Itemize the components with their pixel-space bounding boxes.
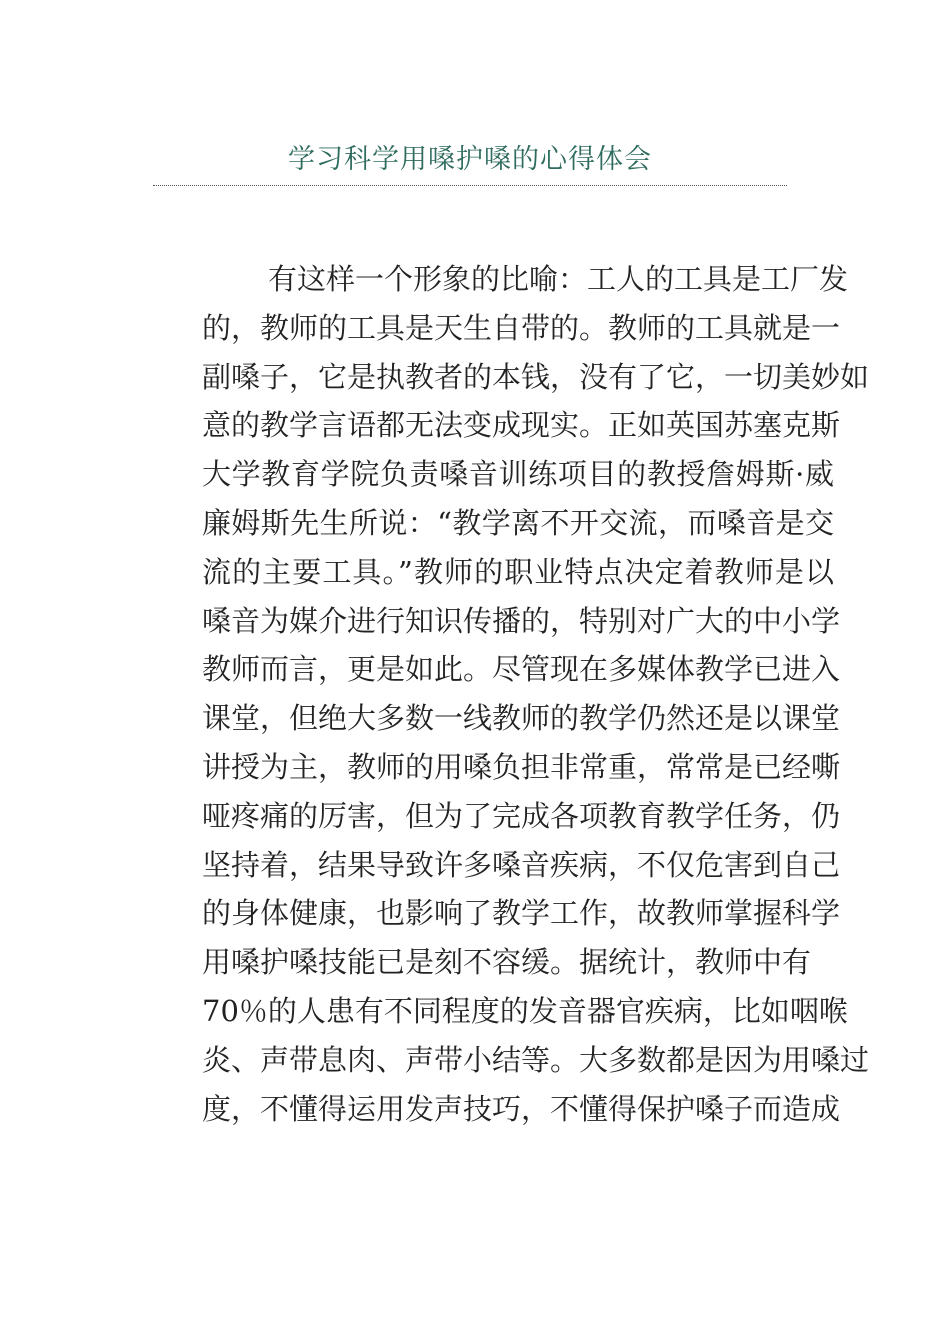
paragraph-line: 炎、声带息肉、声带小结等。大多数都是因为用嗓过 — [202, 1042, 870, 1077]
paragraph-line: 教师而言，更是如此。尽管现在多媒体教学已进入 — [202, 652, 841, 687]
document-title: 学习科学用嗓护嗓的心得体会 — [288, 144, 652, 175]
paragraph-line: 廉姆斯先生所说：“教学离不开交流，而嗓音是交 — [202, 505, 834, 540]
title-divider — [153, 185, 787, 186]
paragraph-line: 副嗓子，它是执教者的本钱，没有了它，一切美妙如 — [202, 359, 870, 394]
paragraph-line: 课堂，但绝大多数一线教师的教学仍然还是以课堂 — [202, 701, 841, 736]
paragraph-line: 用嗓护嗓技能已是刻不容缓。据统计，教师中有 — [202, 945, 812, 980]
paragraph-line: 的身体健康，也影响了教学工作，故教师掌握科学 — [202, 896, 841, 931]
paragraph-line: 坚持着，结果导致许多嗓音疾病，不仅危害到自己 — [202, 847, 841, 882]
paragraph-line: 哑疼痛的厉害，但为了完成各项教育教学任务，仍 — [202, 798, 841, 833]
paragraph-line: 70％的人患有不同程度的发音器官疾病，比如咽喉 — [202, 993, 848, 1028]
body-paragraph — [202, 255, 870, 1133]
paragraph-line: 度，不懂得运用发声技巧，不懂得保护嗓子而造成 — [202, 1091, 841, 1126]
paragraph-line: 的，教师的工具是天生自带的。教师的工具就是一 — [202, 310, 841, 345]
paragraph-line: 流的主要工具。”教师的职业特点决定着教师是以 — [202, 554, 834, 589]
paragraph-line: 讲授为主，教师的用嗓负担非常重，常常是已经嘶 — [202, 749, 841, 784]
paragraph-line: 大学教育学院负责嗓音训练项目的教授詹姆斯·威 — [202, 457, 834, 492]
paragraph-line: 嗓音为媒介进行知识传播的，特别对广大的中小学 — [202, 603, 841, 638]
paragraph-line: 意的教学言语都无法变成现实。正如英国苏塞克斯 — [202, 408, 841, 443]
paragraph-line: 有这样一个形象的比喻：工人的工具是工厂发 — [268, 262, 849, 296]
